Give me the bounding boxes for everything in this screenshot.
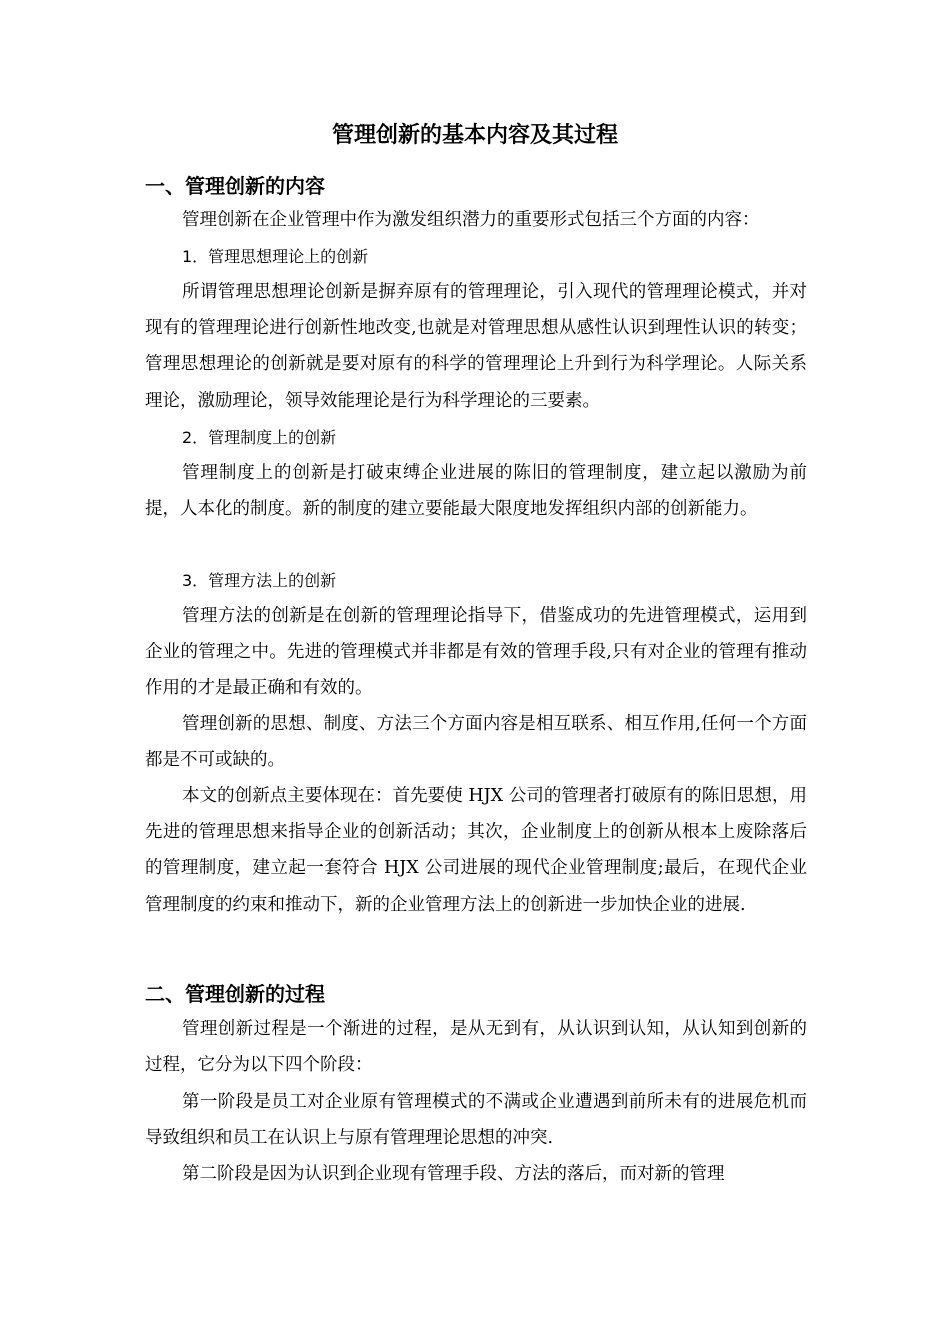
stage2-paragraph: 第二阶段是因为认识到企业现有管理手段、方法的落后，而对新的管理	[182, 1164, 725, 1184]
stage1-paragraph: 第一阶段是员工对企业原有管理模式的不满或企业遭遇到前所未有的进展危机而导致组织和员工在认识上与原有管理理论思想的冲突.	[145, 1092, 807, 1149]
process-intro-paragraph: 管理创新过程是一个渐进的过程，是从无到有，从认识到认知，从认知到创新的过程，它分为以下四个阶段：	[145, 1019, 807, 1076]
document-title: 管理创新的基本内容及其过程	[331, 123, 618, 148]
section1-intro-paragraph: 管理创新在企业管理中作为激发组织潜力的重要形式包括三个方面的内容：	[182, 210, 760, 230]
method-innovation-paragraph: 管理方法的创新是在创新的管理理论指导下，借鉴成功的先进管理模式，运用到企业的管理之中。先进的管理模式并非都是有效的管理手段,只有对企业的管理有推动作用的才是最正确和有效的。	[145, 606, 807, 699]
section-heading-content: 一、管理创新的内容	[145, 174, 325, 198]
innovation-points-paragraph: 本文的创新点主要体现在：首先要使 HJX 公司的管理者打破原有的陈旧思想，用先进的管理思想来指导企业的创新活动；其次，企业制度上的创新从根本上废除落后的管理制度，建立起一套符合 HJX 公司进展的现代企业管理制度;最后，在现代企业管理制度的约束和推动下，新的企业管理方法上的创新进一步加快企业的进展.	[145, 786, 807, 915]
section-heading-process: 二、管理创新的过程	[145, 982, 325, 1006]
summary-paragraph: 管理创新的思想、制度、方法三个方面内容是相互联系、相互作用,任何一个方面都是不可或缺的。	[145, 714, 807, 771]
system-innovation-paragraph: 管理制度上的创新是打破束缚企业进展的陈旧的管理制度，建立起以激励为前提，人本化的制度。新的制度的建立要能最大限度地发挥组织内部的创新能力。	[145, 463, 807, 520]
theory-innovation-paragraph: 所谓管理思想理论创新是摒弃原有的管理理论，引入现代的管理理论模式，并对现有的管理理论进行创新性地改变,也就是对管理思想从感性认识到理性认识的转变；管理思想理论的创新就是要对原有的科学的管理理论上升到行为科学理论。人际关系理论，激励理论，领导效能理论是行为科学理论的三要素。	[145, 282, 807, 411]
subheading-theory-innovation: 1．管理思想理论上的创新	[182, 247, 369, 266]
subheading-system-innovation: 2．管理制度上的创新	[182, 428, 337, 447]
subheading-method-innovation: 3．管理方法上的创新	[182, 571, 337, 590]
